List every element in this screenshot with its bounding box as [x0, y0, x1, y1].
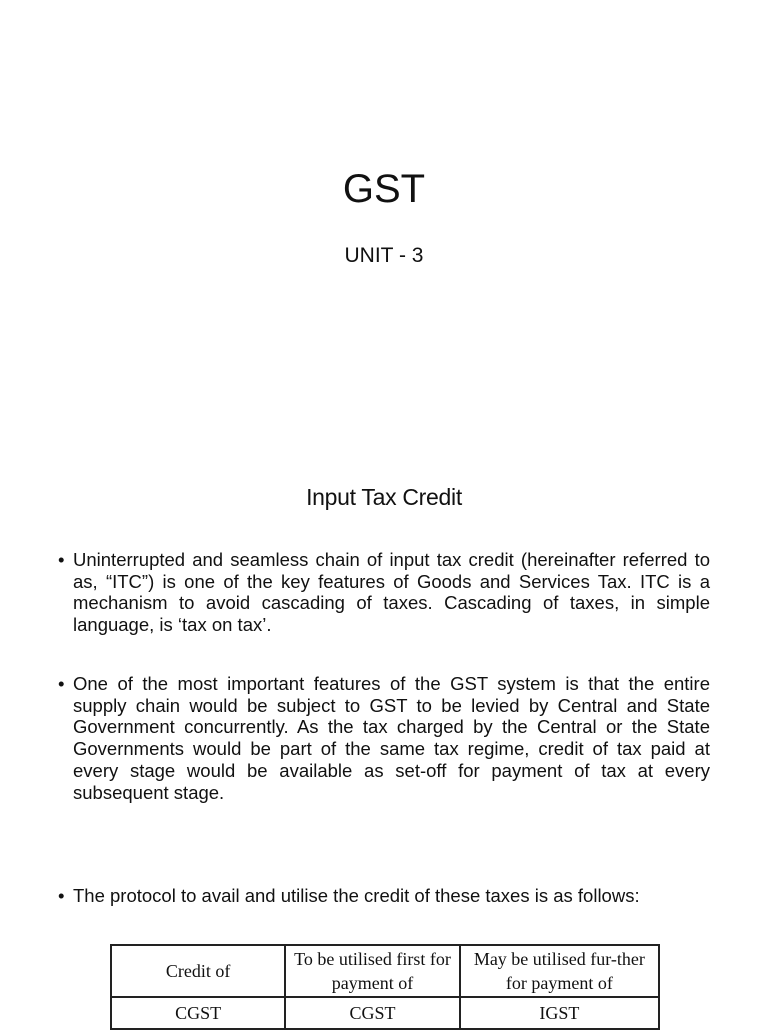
column-header-utilised-first: To be utilised first for payment of [285, 945, 459, 997]
content-slide [0, 440, 768, 1024]
table-row [111, 997, 659, 1029]
bullet-dot: • [58, 885, 65, 906]
bullet-dot: • [58, 549, 65, 570]
table-header-row [111, 945, 659, 997]
bullet-text: Uninterrupted and seamless chain of input tax credit (hereinafter referred to as, “ITC”) is one of the key features of Goods and Services Tax. ITC is a mechanism to avoid cascading of taxes. Cascading of taxes, in simple language, is ‘tax on tax’. [73, 549, 710, 636]
title-slide [0, 0, 768, 440]
bullet-text: One of the most important features of the GST system is that the entire supply chain would be subject to GST to be levied by Central and State Government concurrently. As the tax charged by the Central or the State Governments would be part of the same tax regime, credit of tax paid at every stage would be available as set-off for payment of tax at every subsequent stage. [73, 673, 710, 803]
bullet-item [58, 549, 710, 636]
column-header-credit-of: Credit of [111, 945, 285, 997]
table-cell: IGST [460, 997, 659, 1029]
bullet-text: The protocol to avail and utilise the credit of these taxes is as follows: [73, 885, 640, 906]
table-cell: CGST [111, 997, 285, 1029]
slide-subtitle: UNIT - 3 [344, 244, 424, 267]
slide-title: GST [342, 167, 426, 211]
table-cell: CGST [285, 997, 459, 1029]
bullet-item [58, 673, 710, 803]
column-header-utilised-further: May be utilised fur-ther for payment of [460, 945, 659, 997]
bullet-item [58, 885, 710, 907]
bullet-dot: • [58, 673, 65, 694]
section-heading: Input Tax Credit [306, 484, 462, 510]
credit-protocol-table [110, 944, 660, 1030]
